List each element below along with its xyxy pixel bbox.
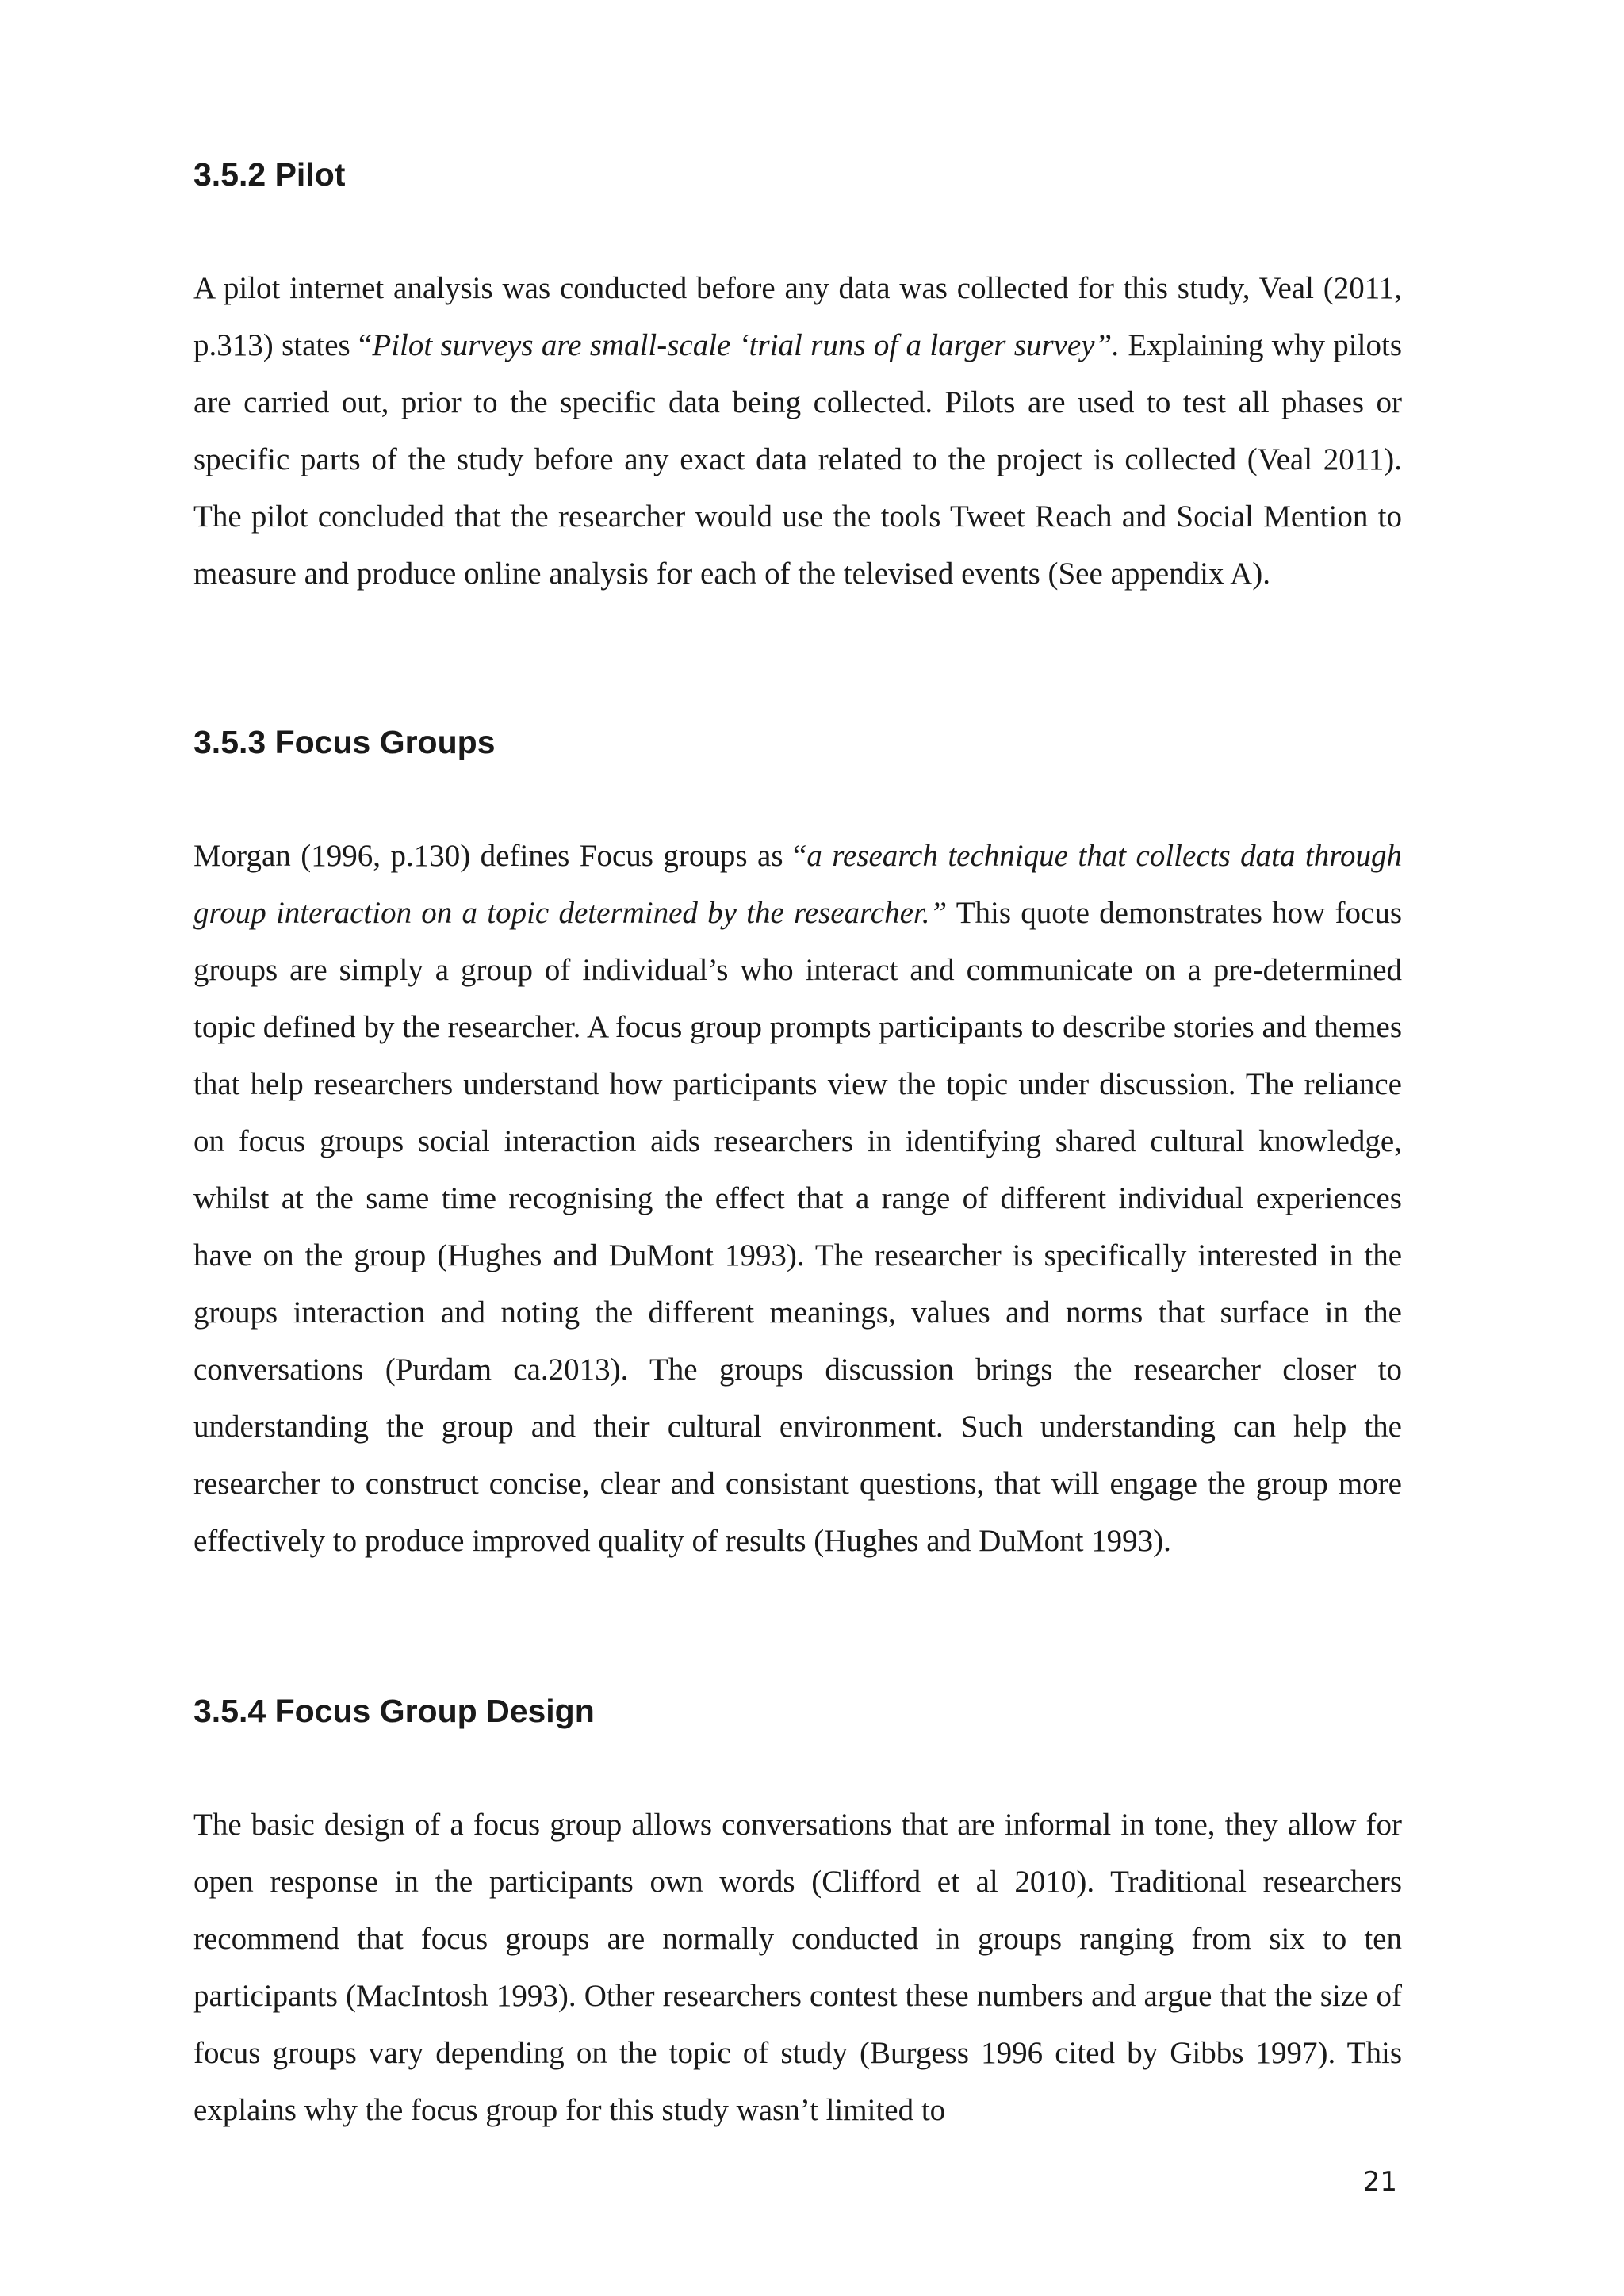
focus-group-design-paragraph: The basic design of a focus group allows conversations that are informal in tone, they allow for open response in the participants own words (Clifford et al 2010). Traditional researchers recommend that focus groups are normally conducted in groups ranging from six to ten participants (MacIntosh 1993). Other researchers contest these numbers and argue that the size of focus groups vary depending on the topic of study (Burgess 1996 cited by Gibbs 1997). This explains why the focus group for this study wasn’t limited to	[193, 1808, 1402, 2127]
pilot-paragraph	[193, 260, 1402, 603]
focus-groups-paragraph	[193, 828, 1402, 1570]
focus-groups-paragraph-text-2: This quote demonstrates how focus groups are simply a group of individual’s who interact and communicate on a pre-determined topic defined by the researcher. A focus group prompts participants to describe stories and themes that help researchers understand how participants view the topic under discussion. The reliance on focus groups social interaction aids researchers in identifying shared cultural knowledge, whilst at the same time recognising the effect that a range of different individual experiences have on the group (Hughes and DuMont 1993). The researcher is specifically interested in the groups interaction and noting the different meanings, values and norms that surface in the conversations (Purdam ca.2013). The groups discussion brings the researcher closer to understanding the group and their cultural environment. Such understanding can help the researcher to construct concise, clear and consistant questions, that will engage the group more effectively to produce improved quality of results (Hughes and DuMont 1993).	[193, 896, 1403, 1558]
pilot-paragraph-text-2: Explaining why pilots are carried out, prior to the specific data being collected. Pilots are used to test all phases or specific parts of the study before any exact data related to the project is collected (Veal 2011). The pilot concluded that the researcher would use the tools Tweet Reach and Social Mention to measure and produce online analysis for each of the televised events (See appendix A).	[193, 328, 1402, 591]
focus-groups-quote: a research technique that collects data through group interaction on a topic determined by the researcher.”	[193, 839, 1402, 930]
pilot-quote: Pilot surveys are small-scale ‘trial runs of a larger survey”.	[372, 328, 1120, 362]
focus-groups-paragraph-text-1: Morgan (1996, p.130) defines Focus groups as “	[193, 839, 807, 873]
section-heading-focus-groups: 3.5.3 Focus Groups	[193, 724, 496, 760]
pilot-paragraph-text-1: A pilot internet analysis was conducted before any data was collected for this study, Veal (2011, p.313) states “	[193, 271, 1402, 362]
section-heading-focus-group-design: 3.5.4 Focus Group Design	[193, 1693, 595, 1729]
page-number: 21	[1362, 2166, 1397, 2198]
section-heading-pilot: 3.5.2 Pilot	[193, 156, 346, 193]
